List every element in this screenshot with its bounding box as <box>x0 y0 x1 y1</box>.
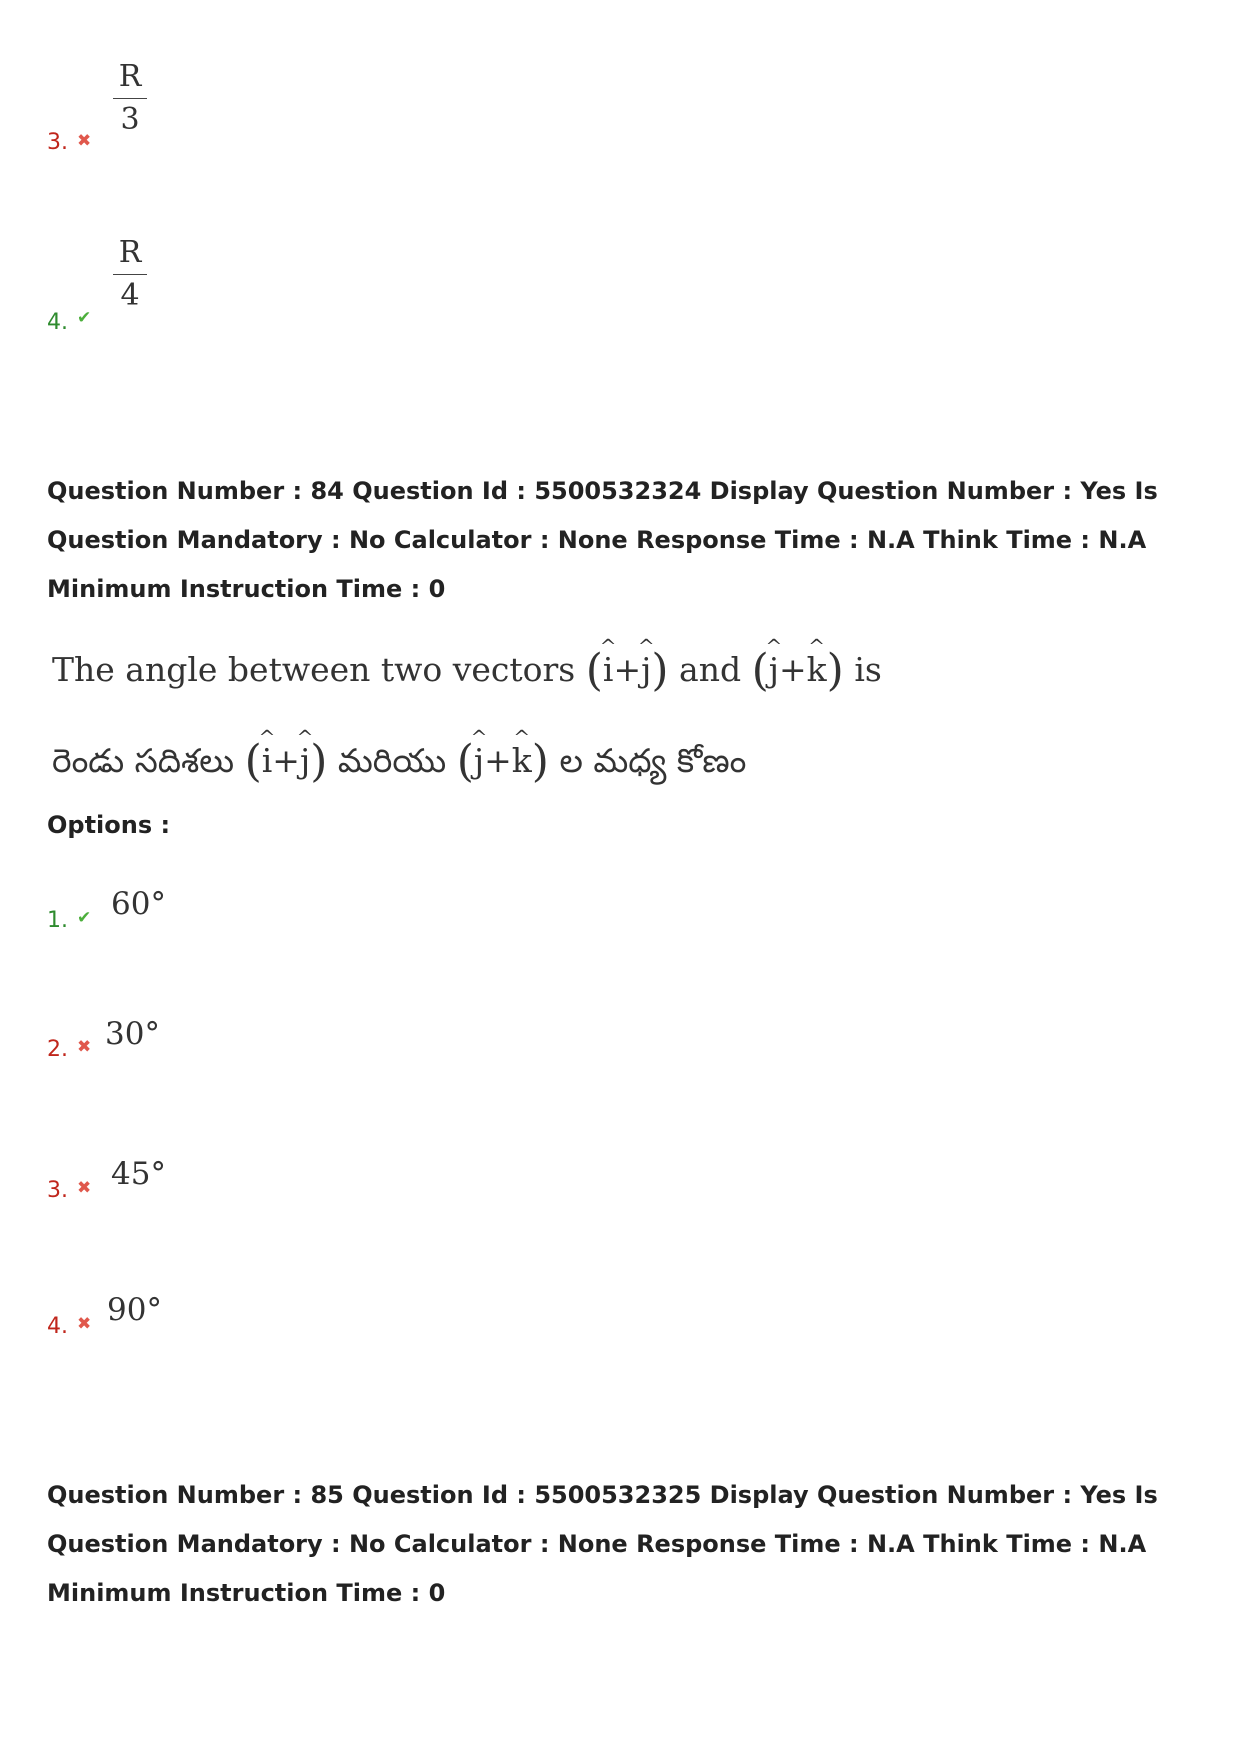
unit-vector: ^ k <box>512 741 532 780</box>
fraction-bar <box>113 98 147 99</box>
cross-mark-icon: ✖ <box>77 1037 92 1057</box>
unit-vector: ^ j <box>474 741 484 780</box>
question-conjunction: and <box>679 650 742 689</box>
unit-vector: ^ j <box>769 650 779 689</box>
paren-open: ( <box>456 736 474 787</box>
plus-sign: + <box>779 650 807 689</box>
question-text-telugu <box>52 736 746 788</box>
unit-vector: ^ k <box>807 650 827 689</box>
option-number: 3. <box>47 130 68 155</box>
fraction-denominator: 4 <box>120 278 140 313</box>
option-value: 30° <box>105 1016 160 1052</box>
paren-close: ) <box>651 645 669 696</box>
cross-mark-icon: ✖ <box>77 131 92 151</box>
question-suffix: is <box>854 650 882 689</box>
fraction-bar <box>113 274 147 275</box>
unit-vector: ^ i <box>603 650 614 689</box>
plus-sign: + <box>613 650 642 689</box>
question-prefix: రెండు సదిశలు <box>52 741 235 780</box>
fraction-numerator: R <box>118 235 142 270</box>
option-fraction <box>113 235 147 313</box>
unit-vector: ^ j <box>641 650 651 689</box>
option-number: 2. <box>47 1037 68 1062</box>
question-meta: Question Number : 84 Question Id : 5500532324 Display Question Number : Yes Is Question Mandatory : No Calculator : None Response Time : N.A Think Time : N.A Minimum Instruction Time : 0 <box>47 477 1158 603</box>
option-value: 45° <box>111 1156 166 1192</box>
option-number: 3. <box>47 1178 68 1203</box>
question-meta: Question Number : 85 Question Id : 5500532325 Display Question Number : Yes Is Question Mandatory : No Calculator : None Response Time : N.A Think Time : N.A Minimum Instruction Time : 0 <box>47 1481 1158 1607</box>
paren-open: ( <box>751 645 769 696</box>
fraction-numerator: R <box>118 59 142 94</box>
option-value: 90° <box>107 1292 162 1328</box>
question-conjunction: మరియు <box>337 741 447 780</box>
option-value: 60° <box>111 886 166 922</box>
options-label: Options : <box>47 811 171 839</box>
option-number: 4. <box>47 1314 68 1339</box>
question-suffix: ల మధ్య కోణం <box>559 741 747 780</box>
unit-vector: ^ j <box>300 741 310 780</box>
plus-sign: + <box>484 741 512 780</box>
question-text-english <box>52 645 882 696</box>
plus-sign: + <box>272 741 300 780</box>
paren-close: ) <box>826 645 844 696</box>
fraction-denominator: 3 <box>120 102 140 137</box>
paren-close: ) <box>531 736 549 787</box>
check-mark-icon: ✔ <box>77 308 92 328</box>
check-mark-icon: ✔ <box>77 908 92 928</box>
paren-close: ) <box>310 736 328 787</box>
option-number: 1. <box>47 908 68 933</box>
paren-open: ( <box>585 645 603 696</box>
option-fraction <box>113 59 147 137</box>
option-number: 4. <box>47 310 68 335</box>
unit-vector: ^ i <box>262 741 273 780</box>
paren-open: ( <box>244 736 262 787</box>
cross-mark-icon: ✖ <box>77 1314 92 1334</box>
question-prefix: The angle between two vectors <box>52 650 576 689</box>
cross-mark-icon: ✖ <box>77 1178 92 1198</box>
